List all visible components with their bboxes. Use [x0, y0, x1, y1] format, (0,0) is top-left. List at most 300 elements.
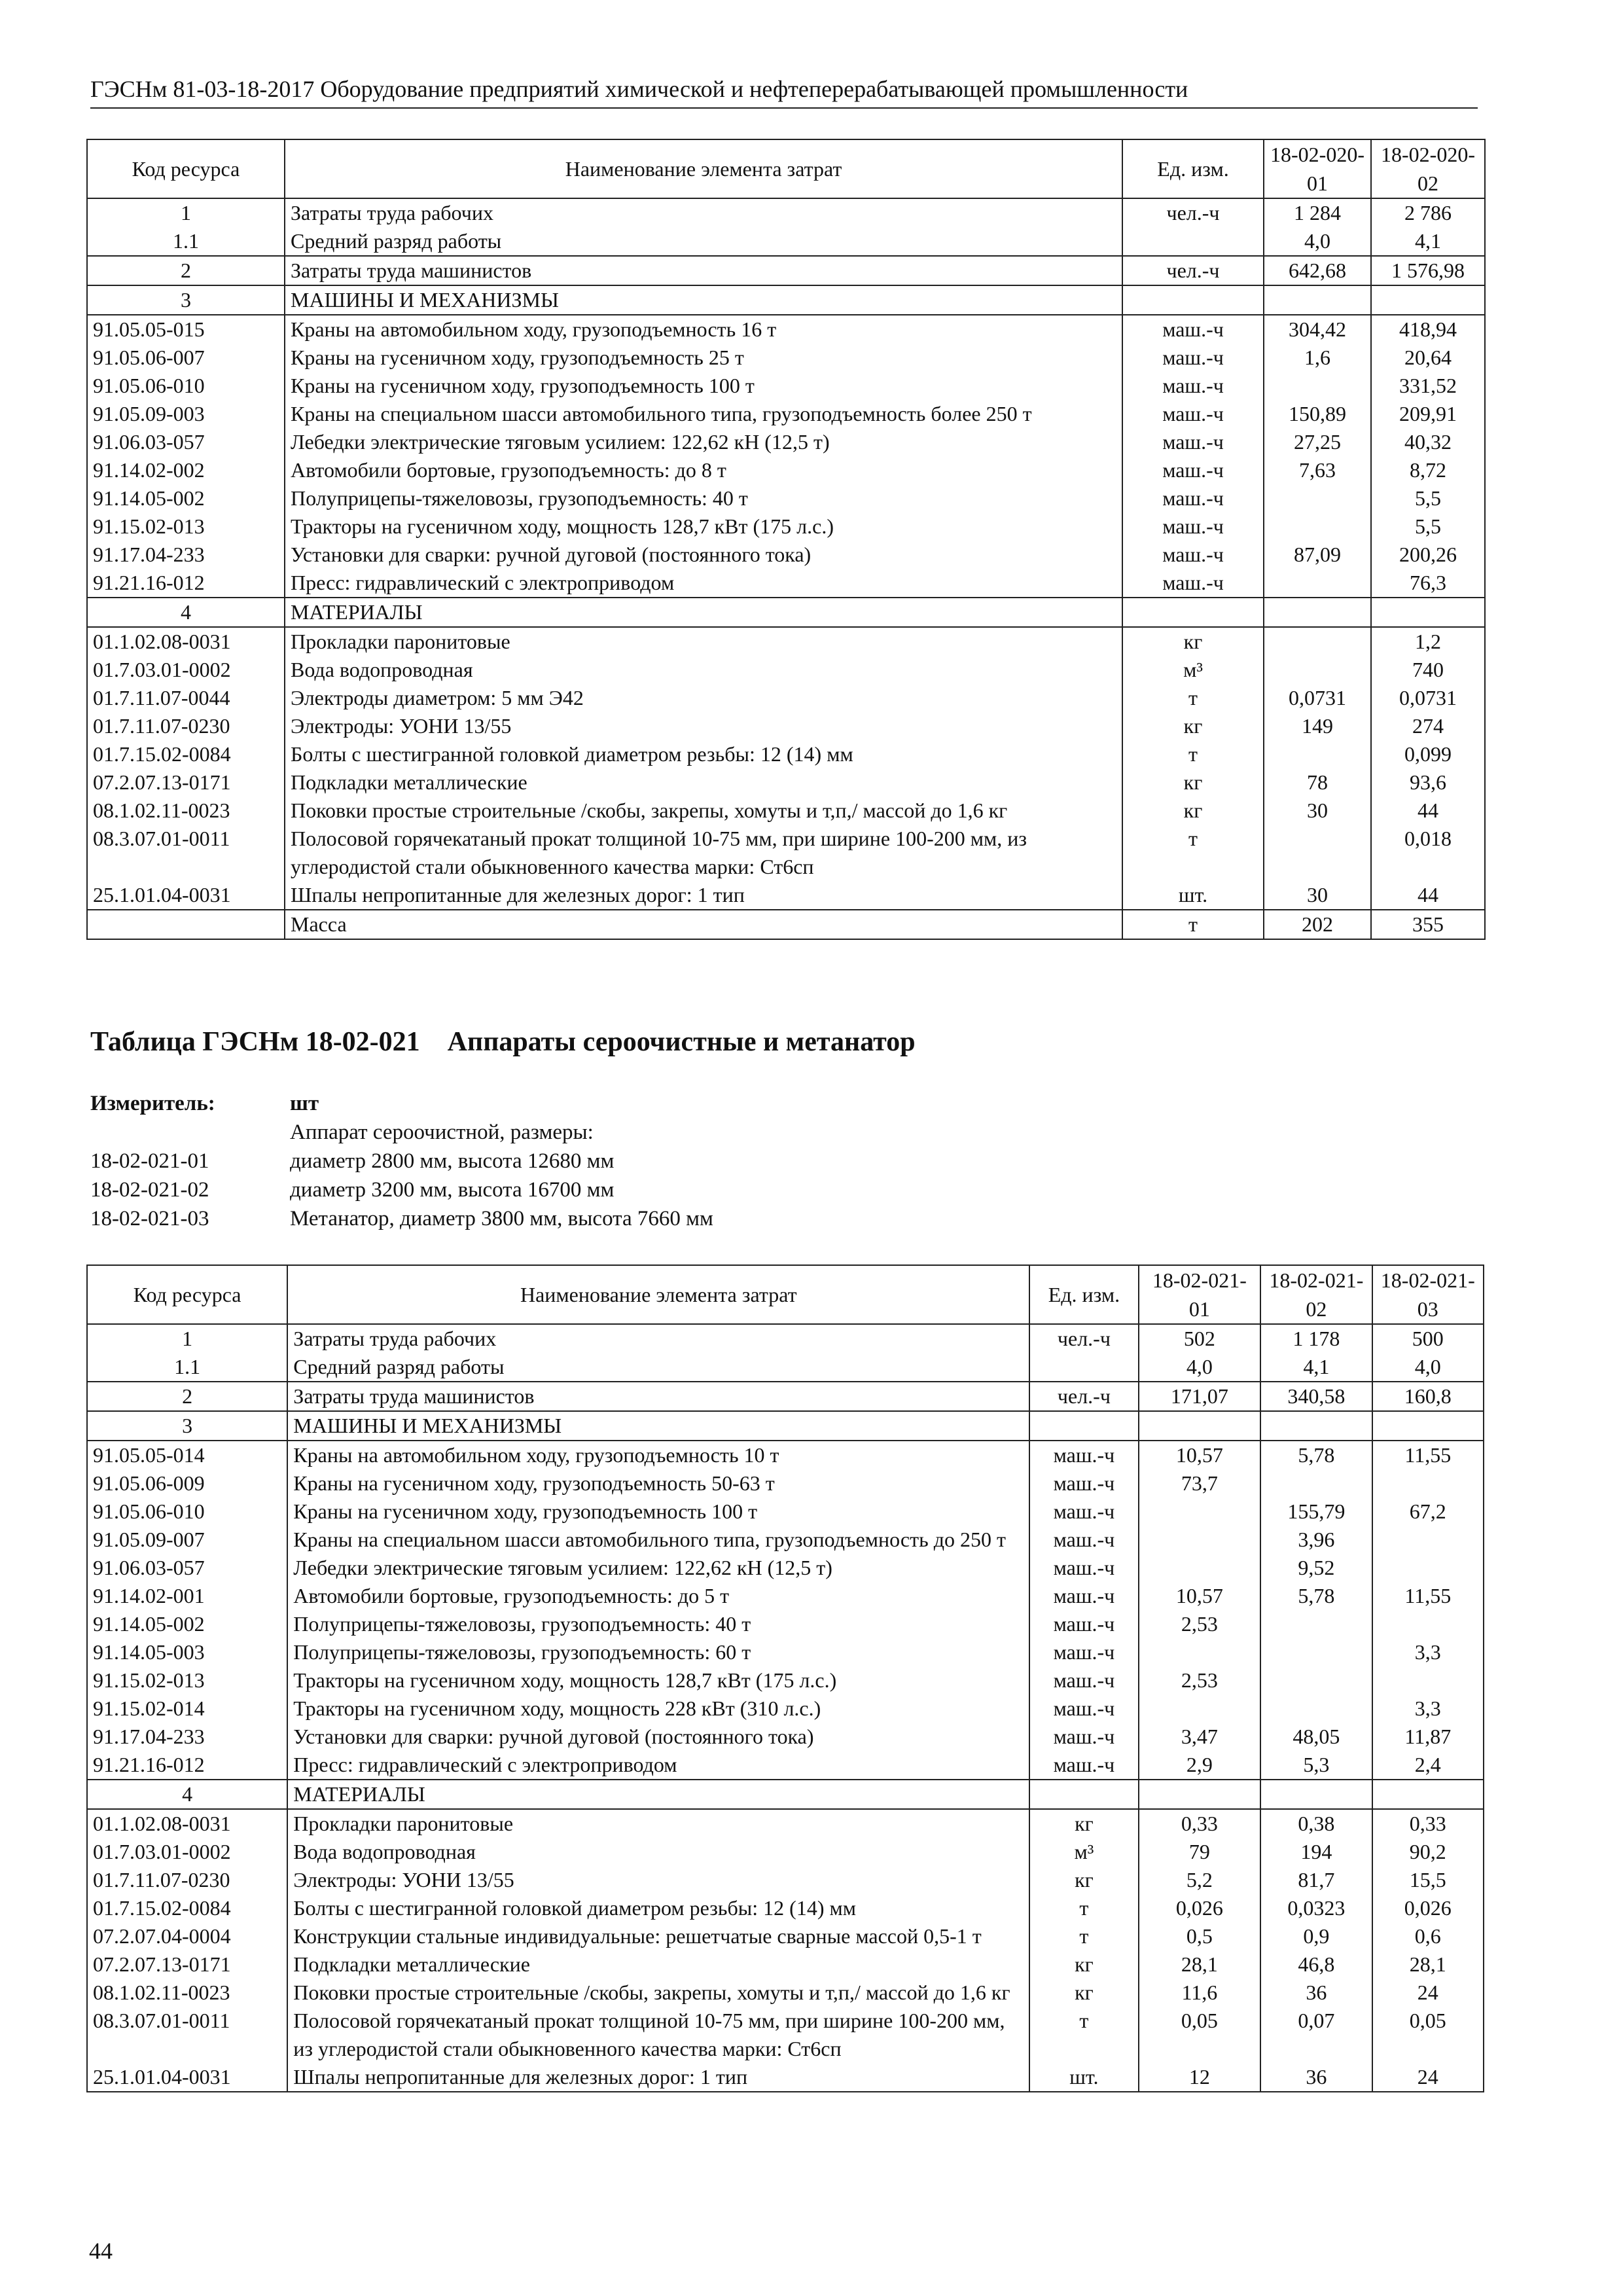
cell-name: Конструкции стальные индивидуальные: решетчатые сварные массой 0,5-1 т: [287, 1922, 1029, 1950]
table-row: [87, 1610, 1484, 1638]
cell-unit: кг: [1029, 1809, 1138, 1838]
col-header-name: Наименование элемента затрат: [285, 139, 1122, 198]
cell-rate-2: 5,5: [1371, 512, 1485, 541]
col-header-code: Код ресурса: [87, 139, 285, 198]
table-row: [87, 598, 1485, 627]
cell-rate-2: 331,52: [1371, 372, 1485, 400]
cell-code: 91.05.06-007: [87, 344, 285, 372]
cell-code: 91.21.16-012: [87, 1751, 287, 1780]
cell-name: Болты с шестигранной головкой диаметром резьбы: 12 (14) мм: [287, 1894, 1029, 1922]
cell-unit: маш.-ч: [1029, 1441, 1138, 1469]
cell-unit: чел.-ч: [1122, 198, 1264, 227]
cell-name: Вода водопроводная: [287, 1838, 1029, 1866]
cell-rate-1: 0,05: [1139, 2007, 1261, 2063]
cell-unit: т: [1122, 910, 1264, 939]
cell-code: 01.7.15.02-0084: [87, 1894, 287, 1922]
col-header-rate-1: 18-02-020-01: [1264, 139, 1371, 198]
measure-code: 18-02-021-01: [90, 1149, 209, 1173]
cell-name: Краны на специальном шасси автомобильного типа, грузоподъемность более 250 т: [285, 400, 1122, 428]
cell-code: 91.21.16-012: [87, 569, 285, 598]
cell-code: 08.3.07.01-0011: [87, 825, 285, 881]
table-row: [87, 881, 1485, 910]
cell-rate-1: [1139, 1498, 1261, 1526]
cell-name: Поковки простые строительные /скобы, закрепы, хомуты и т,п,/ массой до 1,6 кг: [285, 797, 1122, 825]
cell-code: 2: [87, 1382, 287, 1411]
cell-rate-2: 93,6: [1371, 768, 1485, 797]
cell-name: Шпалы непропитанные для железных дорог: 1 тип: [285, 881, 1122, 910]
cell-rate-2: 3,96: [1260, 1526, 1372, 1554]
table-row: [87, 2007, 1484, 2063]
cell-unit: маш.-ч: [1029, 1638, 1138, 1666]
cell-code: 01.1.02.08-0031: [87, 627, 285, 656]
cell-rate-1: 2,53: [1139, 1610, 1261, 1638]
cell-rate-1: 171,07: [1139, 1382, 1261, 1411]
cell-unit: кг: [1122, 627, 1264, 656]
table-row: [87, 1950, 1484, 1979]
cell-code: 91.05.06-010: [87, 372, 285, 400]
cell-rate-2: 0,07: [1260, 2007, 1372, 2063]
cell-code: 91.14.05-002: [87, 1610, 287, 1638]
cell-rate-2: [1260, 1469, 1372, 1498]
cell-rate-1: [1264, 627, 1371, 656]
table-row: [87, 627, 1485, 656]
cell-name: Затраты труда машинистов: [285, 256, 1122, 285]
cell-rate-2: 48,05: [1260, 1723, 1372, 1751]
cell-unit: маш.-ч: [1122, 569, 1264, 598]
table-row: [87, 1498, 1484, 1526]
cell-code: 08.3.07.01-0011: [87, 2007, 287, 2063]
table-row: [87, 740, 1485, 768]
cell-name: Установки для сварки: ручной дуговой (постоянного тока): [285, 541, 1122, 569]
cell-rate-2: [1371, 285, 1485, 315]
cell-rate-2: 4,1: [1260, 1353, 1372, 1382]
cell-code: 07.2.07.13-0171: [87, 1950, 287, 1979]
table-row: [87, 541, 1485, 569]
cell-name: Пресс: гидравлический с электроприводом: [285, 569, 1122, 598]
table-row: [87, 1838, 1484, 1866]
cell-unit: кг: [1029, 1979, 1138, 2007]
table-row: [87, 1441, 1484, 1469]
cell-unit: м³: [1122, 656, 1264, 684]
col-header-name: Наименование элемента затрат: [287, 1265, 1029, 1324]
cell-code: 91.05.06-010: [87, 1498, 287, 1526]
cell-rate-2: 44: [1371, 797, 1485, 825]
cell-rate-2: 40,32: [1371, 428, 1485, 456]
cell-name: Лебедки электрические тяговым усилием: 122,62 кН (12,5 т): [287, 1554, 1029, 1582]
cell-rate-1: 27,25: [1264, 428, 1371, 456]
cell-name: Краны на гусеничном ходу, грузоподъемность 25 т: [285, 344, 1122, 372]
cell-rate-2: [1260, 1695, 1372, 1723]
cell-rate-1: 79: [1139, 1838, 1261, 1866]
cell-name: Электроды: УОНИ 13/55: [285, 712, 1122, 740]
cell-name: МАТЕРИАЛЫ: [287, 1780, 1029, 1809]
cell-code: 1.1: [87, 227, 285, 256]
cell-rate-2: 46,8: [1260, 1950, 1372, 1979]
cell-rate-2: 274: [1371, 712, 1485, 740]
cell-unit: маш.-ч: [1029, 1469, 1138, 1498]
table-row: [87, 656, 1485, 684]
cell-rate-1: [1139, 1526, 1261, 1554]
cell-code: 07.2.07.04-0004: [87, 1922, 287, 1950]
cell-unit: маш.-ч: [1122, 484, 1264, 512]
cell-rate-3: 28,1: [1372, 1950, 1484, 1979]
col-header-rate-3: 18-02-021-03: [1372, 1265, 1484, 1324]
cell-rate-3: 11,55: [1372, 1441, 1484, 1469]
cell-name: Краны на специальном шасси автомобильного типа, грузоподъемность до 250 т: [287, 1526, 1029, 1554]
cell-name: Краны на гусеничном ходу, грузоподъемность 50-63 т: [287, 1469, 1029, 1498]
cell-code: 91.05.09-003: [87, 400, 285, 428]
table-row: [87, 344, 1485, 372]
table-row: [87, 456, 1485, 484]
table-title-18-02-021: Таблица ГЭСНм 18-02-021 Аппараты сероочистные и метанатор: [90, 1027, 916, 1057]
cell-code: 01.7.03.01-0002: [87, 1838, 287, 1866]
cell-code: 91.15.02-013: [87, 512, 285, 541]
cell-rate-1: 11,6: [1139, 1979, 1261, 2007]
cell-rate-2: [1260, 1411, 1372, 1441]
table-18-02-020-body: [87, 198, 1485, 939]
measure-group: Аппарат сероочистной, размеры:: [290, 1121, 594, 1144]
table-row: [87, 256, 1485, 285]
cell-unit: [1122, 227, 1264, 256]
cell-unit: маш.-ч: [1122, 541, 1264, 569]
cell-rate-1: 30: [1264, 797, 1371, 825]
cell-name: Прокладки паронитовые: [285, 627, 1122, 656]
cell-name: Пресс: гидравлический с электроприводом: [287, 1751, 1029, 1780]
cell-rate-1: 4,0: [1139, 1353, 1261, 1382]
table-row: [87, 684, 1485, 712]
cell-rate-2: [1371, 598, 1485, 627]
table-row: [87, 1353, 1484, 1382]
cell-rate-3: 0,6: [1372, 1922, 1484, 1950]
cell-rate-1: [1264, 484, 1371, 512]
cell-rate-2: 1 576,98: [1371, 256, 1485, 285]
cell-rate-2: 81,7: [1260, 1866, 1372, 1894]
cell-name: Поковки простые строительные /скобы, закрепы, хомуты и т,п,/ массой до 1,6 кг: [287, 1979, 1029, 2007]
table-row: [87, 768, 1485, 797]
table-row: [87, 285, 1485, 315]
cell-name: Автомобили бортовые, грузоподъемность: до 5 т: [287, 1582, 1029, 1610]
cell-name: Автомобили бортовые, грузоподъемность: до 8 т: [285, 456, 1122, 484]
cell-unit: т: [1029, 2007, 1138, 2063]
cell-rate-1: [1264, 569, 1371, 598]
cell-name: Тракторы на гусеничном ходу, мощность 128,7 кВт (175 л.с.): [285, 512, 1122, 541]
cell-code: 91.06.03-057: [87, 428, 285, 456]
table-row: [87, 569, 1485, 598]
cell-unit: маш.-ч: [1029, 1751, 1138, 1780]
cell-rate-1: [1264, 285, 1371, 315]
cell-rate-2: 44: [1371, 881, 1485, 910]
cell-code: 91.05.09-007: [87, 1526, 287, 1554]
cell-rate-1: [1139, 1780, 1261, 1809]
cell-name: Вода водопроводная: [285, 656, 1122, 684]
table-row: [87, 2063, 1484, 2092]
cell-rate-2: [1260, 1666, 1372, 1695]
cell-rate-3: 3,3: [1372, 1638, 1484, 1666]
cell-code: 01.1.02.08-0031: [87, 1809, 287, 1838]
cell-unit: чел.-ч: [1029, 1324, 1138, 1353]
cell-rate-3: 15,5: [1372, 1866, 1484, 1894]
cell-unit: [1122, 598, 1264, 627]
measure-text: диаметр 3200 мм, высота 16700 мм: [290, 1178, 615, 1202]
cell-name: Средний разряд работы: [287, 1353, 1029, 1382]
cell-name: Болты с шестигранной головкой диаметром резьбы: 12 (14) мм: [285, 740, 1122, 768]
cell-rate-1: [1264, 598, 1371, 627]
table-row: [87, 315, 1485, 344]
cell-rate-2: 1 178: [1260, 1324, 1372, 1353]
cell-rate-2: 0,018: [1371, 825, 1485, 881]
cell-code: [87, 910, 285, 939]
cell-name: Средний разряд работы: [285, 227, 1122, 256]
cell-rate-2: 418,94: [1371, 315, 1485, 344]
cell-name: Установки для сварки: ручной дуговой (постоянного тока): [287, 1723, 1029, 1751]
cell-unit: т: [1122, 684, 1264, 712]
cell-rate-1: 502: [1139, 1324, 1261, 1353]
col-header-rate-1: 18-02-021-01: [1139, 1265, 1261, 1324]
cell-name: Электроды: УОНИ 13/55: [287, 1866, 1029, 1894]
table-row: [87, 797, 1485, 825]
table-18-02-020: [86, 139, 1486, 940]
cell-rate-1: 149: [1264, 712, 1371, 740]
cell-name: Лебедки электрические тяговым усилием: 122,62 кН (12,5 т): [285, 428, 1122, 456]
cell-unit: маш.-ч: [1122, 400, 1264, 428]
cell-unit: шт.: [1122, 881, 1264, 910]
cell-unit: кг: [1122, 712, 1264, 740]
cell-code: 91.06.03-057: [87, 1554, 287, 1582]
cell-unit: шт.: [1029, 2063, 1138, 2092]
cell-rate-1: 12: [1139, 2063, 1261, 2092]
cell-rate-1: 642,68: [1264, 256, 1371, 285]
table-row: [87, 825, 1485, 881]
cell-name: Затраты труда машинистов: [287, 1382, 1029, 1411]
cell-rate-1: 87,09: [1264, 541, 1371, 569]
cell-rate-1: 78: [1264, 768, 1371, 797]
table-row: [87, 1638, 1484, 1666]
cell-name: Прокладки паронитовые: [287, 1809, 1029, 1838]
table-row: [87, 1411, 1484, 1441]
cell-name: Краны на автомобильном ходу, грузоподъемность 10 т: [287, 1441, 1029, 1469]
cell-name: Затраты труда рабочих: [285, 198, 1122, 227]
cell-rate-1: 0,33: [1139, 1809, 1261, 1838]
cell-rate-1: 10,57: [1139, 1441, 1261, 1469]
cell-rate-2: 0,0323: [1260, 1894, 1372, 1922]
cell-code: 25.1.01.04-0031: [87, 2063, 287, 2092]
cell-unit: маш.-ч: [1122, 456, 1264, 484]
cell-code: 4: [87, 598, 285, 627]
cell-rate-2: 0,099: [1371, 740, 1485, 768]
cell-rate-2: 4,1: [1371, 227, 1485, 256]
table-row: [87, 1469, 1484, 1498]
cell-rate-1: 1,6: [1264, 344, 1371, 372]
cell-unit: [1029, 1411, 1138, 1441]
cell-name: Тракторы на гусеничном ходу, мощность 128,7 кВт (175 л.с.): [287, 1666, 1029, 1695]
cell-code: 01.7.15.02-0084: [87, 740, 285, 768]
cell-rate-2: 1,2: [1371, 627, 1485, 656]
table-18-02-021-body: [87, 1324, 1484, 2092]
cell-rate-2: 194: [1260, 1838, 1372, 1866]
cell-code: 3: [87, 1411, 287, 1441]
table-row: [87, 1922, 1484, 1950]
cell-code: 91.14.02-002: [87, 456, 285, 484]
cell-code: 01.7.11.07-0230: [87, 712, 285, 740]
cell-rate-1: 3,47: [1139, 1723, 1261, 1751]
cell-name: Полуприцепы-тяжеловозы, грузоподъемность: 60 т: [287, 1638, 1029, 1666]
cell-name: Полуприцепы-тяжеловозы, грузоподъемность: 40 т: [287, 1610, 1029, 1638]
cell-code: 08.1.02.11-0023: [87, 797, 285, 825]
table-row: [87, 1695, 1484, 1723]
table-row: [87, 227, 1485, 256]
cell-unit: маш.-ч: [1029, 1582, 1138, 1610]
measure-value: шт: [290, 1092, 319, 1115]
cell-unit: маш.-ч: [1029, 1498, 1138, 1526]
cell-rate-2: 5,78: [1260, 1441, 1372, 1469]
cell-code: 1: [87, 1324, 287, 1353]
cell-rate-1: 304,42: [1264, 315, 1371, 344]
col-header-rate-2: 18-02-021-02: [1260, 1265, 1372, 1324]
cell-rate-1: 0,026: [1139, 1894, 1261, 1922]
cell-rate-2: 76,3: [1371, 569, 1485, 598]
cell-rate-3: 11,87: [1372, 1723, 1484, 1751]
cell-rate-2: 355: [1371, 910, 1485, 939]
cell-rate-1: [1139, 1411, 1261, 1441]
cell-code: 91.17.04-233: [87, 1723, 287, 1751]
cell-rate-2: 36: [1260, 2063, 1372, 2092]
cell-rate-3: [1372, 1554, 1484, 1582]
col-header-unit: Ед. изм.: [1029, 1265, 1138, 1324]
cell-code: 2: [87, 256, 285, 285]
table-row: [87, 372, 1485, 400]
cell-rate-2: 5,78: [1260, 1582, 1372, 1610]
cell-rate-2: 5,5: [1371, 484, 1485, 512]
cell-rate-2: 2 786: [1371, 198, 1485, 227]
cell-rate-1: [1264, 372, 1371, 400]
cell-rate-1: 0,5: [1139, 1922, 1261, 1950]
cell-rate-2: [1260, 1638, 1372, 1666]
cell-code: 01.7.11.07-0044: [87, 684, 285, 712]
table-row: [87, 428, 1485, 456]
cell-rate-2: 155,79: [1260, 1498, 1372, 1526]
table-row: [87, 1866, 1484, 1894]
table-row: [87, 1979, 1484, 2007]
cell-rate-3: 0,026: [1372, 1894, 1484, 1922]
measure-block: [90, 1089, 713, 1233]
measure-code: 18-02-021-02: [90, 1178, 209, 1202]
cell-code: 01.7.03.01-0002: [87, 656, 285, 684]
cell-unit: [1122, 285, 1264, 315]
cell-rate-1: [1264, 656, 1371, 684]
cell-rate-3: [1372, 1666, 1484, 1695]
table-row: [87, 1894, 1484, 1922]
cell-unit: маш.-ч: [1029, 1526, 1138, 1554]
cell-rate-1: 202: [1264, 910, 1371, 939]
table-row: [87, 400, 1485, 428]
cell-unit: кг: [1029, 1866, 1138, 1894]
cell-code: 91.14.05-002: [87, 484, 285, 512]
cell-name: Полосовой горячекатаный прокат толщиной 10-75 мм, при ширине 100-200 мм, из углеродистой стали обыкновенного качества марки: Ст6сп: [285, 825, 1122, 881]
cell-code: 4: [87, 1780, 287, 1809]
col-header-code: Код ресурса: [87, 1265, 287, 1324]
cell-name: Полосовой горячекатаный прокат толщиной 10-75 мм, при ширине 100-200 мм, из углеродистой стали обыкновенного качества марки: Ст6сп: [287, 2007, 1029, 2063]
cell-unit: т: [1029, 1922, 1138, 1950]
cell-unit: маш.-ч: [1122, 372, 1264, 400]
cell-rate-2: 209,91: [1371, 400, 1485, 428]
measure-label: Измеритель:: [90, 1092, 215, 1115]
table-18-02-021: [86, 1265, 1484, 2092]
page-number: 44: [89, 2238, 113, 2264]
cell-rate-1: 0,0731: [1264, 684, 1371, 712]
cell-name: МАШИНЫ И МЕХАНИЗМЫ: [285, 285, 1122, 315]
cell-unit: маш.-ч: [1029, 1723, 1138, 1751]
cell-name: Полуприцепы-тяжеловозы, грузоподъемность: 40 т: [285, 484, 1122, 512]
cell-rate-2: [1260, 1610, 1372, 1638]
cell-unit: м³: [1029, 1838, 1138, 1866]
cell-rate-1: 150,89: [1264, 400, 1371, 428]
cell-code: 91.17.04-233: [87, 541, 285, 569]
cell-rate-1: 73,7: [1139, 1469, 1261, 1498]
table-row: [87, 1809, 1484, 1838]
cell-code: 91.05.05-014: [87, 1441, 287, 1469]
cell-unit: маш.-ч: [1029, 1666, 1138, 1695]
measure-code: 18-02-021-03: [90, 1207, 209, 1230]
cell-code: 3: [87, 285, 285, 315]
table-row: [87, 1723, 1484, 1751]
cell-rate-1: [1139, 1554, 1261, 1582]
cell-rate-3: 0,33: [1372, 1809, 1484, 1838]
cell-rate-3: 3,3: [1372, 1695, 1484, 1723]
cell-rate-2: 36: [1260, 1979, 1372, 2007]
cell-code: 91.15.02-014: [87, 1695, 287, 1723]
cell-name: Масса: [285, 910, 1122, 939]
col-header-rate-2: 18-02-020-02: [1371, 139, 1485, 198]
cell-code: 08.1.02.11-0023: [87, 1979, 287, 2007]
cell-code: 07.2.07.13-0171: [87, 768, 285, 797]
cell-rate-3: 4,0: [1372, 1353, 1484, 1382]
table-row: [87, 1751, 1484, 1780]
cell-rate-1: 7,63: [1264, 456, 1371, 484]
cell-name: Затраты труда рабочих: [287, 1324, 1029, 1353]
col-header-unit: Ед. изм.: [1122, 139, 1264, 198]
cell-unit: маш.-ч: [1122, 428, 1264, 456]
cell-code: 91.15.02-013: [87, 1666, 287, 1695]
table-row: [87, 512, 1485, 541]
cell-unit: маш.-ч: [1029, 1610, 1138, 1638]
cell-code: 1.1: [87, 1353, 287, 1382]
table-row: [87, 712, 1485, 740]
cell-rate-2: 740: [1371, 656, 1485, 684]
cell-rate-1: [1264, 825, 1371, 881]
cell-code: 1: [87, 198, 285, 227]
cell-rate-2: 0,38: [1260, 1809, 1372, 1838]
cell-rate-2: 20,64: [1371, 344, 1485, 372]
cell-unit: маш.-ч: [1029, 1695, 1138, 1723]
cell-rate-3: [1372, 1780, 1484, 1809]
cell-name: Электроды диаметром: 5 мм Э42: [285, 684, 1122, 712]
cell-rate-2: 200,26: [1371, 541, 1485, 569]
cell-rate-3: 11,55: [1372, 1582, 1484, 1610]
cell-unit: чел.-ч: [1029, 1382, 1138, 1411]
cell-rate-2: [1260, 1780, 1372, 1809]
cell-name: Подкладки металлические: [287, 1950, 1029, 1979]
cell-unit: кг: [1122, 797, 1264, 825]
cell-unit: т: [1122, 825, 1264, 881]
cell-unit: т: [1029, 1894, 1138, 1922]
cell-name: МАТЕРИАЛЫ: [285, 598, 1122, 627]
table-row: [87, 484, 1485, 512]
table-row: [87, 1666, 1484, 1695]
cell-rate-3: 2,4: [1372, 1751, 1484, 1780]
measure-text: Метанатор, диаметр 3800 мм, высота 7660 мм: [290, 1207, 713, 1230]
cell-code: 91.14.05-003: [87, 1638, 287, 1666]
cell-rate-2: 0,9: [1260, 1922, 1372, 1950]
